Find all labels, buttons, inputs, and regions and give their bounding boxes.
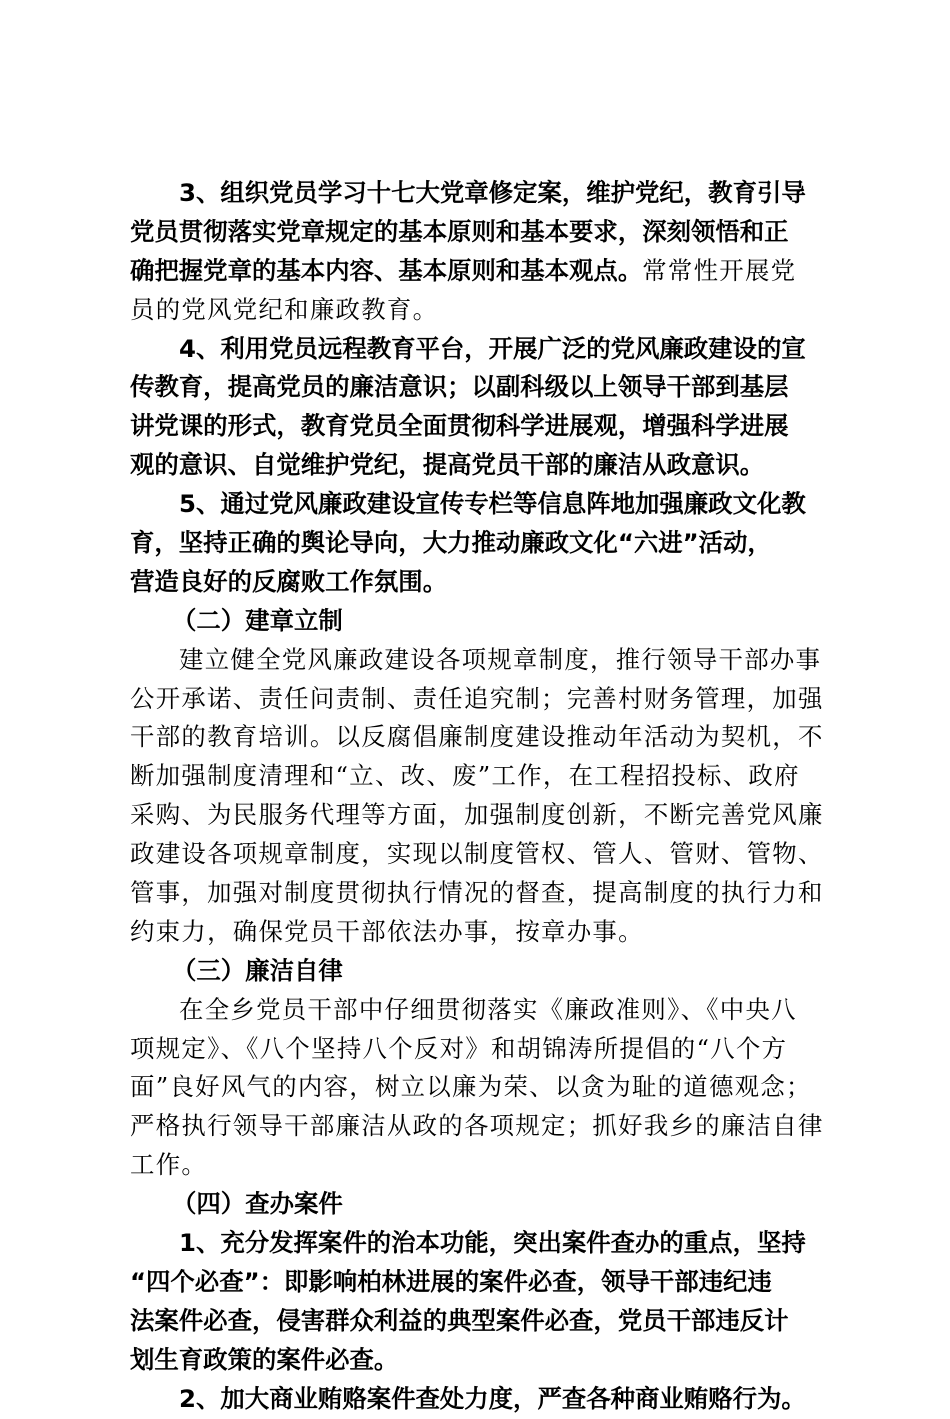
paragraph-line: 法案件必查，侵害群众利益的典型案件必查，党员干部违反计	[130, 1305, 789, 1335]
section-heading: （二）建章立制	[172, 605, 343, 635]
paragraph-line: 严格执行领导干部廉洁从政的各项规定；抓好我乡的廉洁自律	[130, 1111, 824, 1141]
section-heading: （三）廉洁自律	[172, 955, 343, 985]
paragraph-line: 5、通过党风廉政建设宣传专栏等信息阵地加强廉政文化教	[179, 489, 806, 519]
document-body	[130, 174, 830, 1419]
paragraph-line: 传教育，提高党员的廉洁意识；以副科级以上领导干部到基层	[130, 372, 789, 402]
paragraph-line	[130, 252, 830, 291]
paragraph-line: 员的党风党纪和廉政教育。	[130, 294, 439, 324]
paragraph-line: 党员贯彻落实党章规定的基本原则和基本要求，深刻领悟和正	[130, 216, 789, 246]
paragraph-line: 2、加大商业贿赂案件查处力度，严查各种商业贿赂行为。	[179, 1383, 806, 1413]
paragraph-segment: 确把握党章的基本内容、基本原则和基本观点。	[130, 255, 643, 285]
paragraph-line: 育，坚持正确的舆论导向，大力推动廉政文化“六进”活动，	[130, 528, 772, 558]
paragraph-line: 采购、为民服务代理等方面，加强制度创新，不断完善党风廉	[130, 800, 824, 830]
paragraph-line: 在全乡党员干部中仔细贯彻落实《廉政准则》、《中央八	[179, 994, 797, 1024]
paragraph-line: 建立健全党风廉政建设各项规章制度，推行领导干部办事	[179, 644, 822, 674]
section-heading: （四）查办案件	[172, 1189, 343, 1219]
paragraph-line: 工作。	[130, 1150, 208, 1180]
paragraph-line: 政建设各项规章制度，实现以制度管权、管人、管财、管物、	[130, 839, 824, 869]
paragraph-line: 公开承诺、责任问责制、责任追究制；完善村财务管理，加强	[130, 683, 824, 713]
paragraph-line: 约束力，确保党员干部依法办事，按章办事。	[130, 916, 644, 946]
paragraph-line: 1、充分发挥案件的治本功能，突出案件查办的重点，坚持	[179, 1228, 806, 1258]
paragraph-line: 干部的教育培训。以反腐倡廉制度建设推动年活动为契机，不	[130, 722, 824, 752]
paragraph-line: 划生育政策的案件必查。	[130, 1344, 399, 1374]
paragraph-line: “四个必查”：即影响柏林进展的案件必查，领导干部违纪违	[130, 1266, 772, 1296]
paragraph-line: 营造良好的反腐败工作氛围。	[130, 566, 448, 596]
paragraph-line: 观的意识、自觉维护党纪，提高党员干部的廉洁从政意识。	[130, 450, 765, 480]
paragraph-segment: 常常性开展党	[642, 255, 797, 285]
paragraph-line: 断加强制度清理和“立、改、废”工作，在工程招投标、政府	[130, 761, 800, 791]
paragraph-line: 面”良好风气的内容，树立以廉为荣、以贪为耻的道德观念；	[130, 1072, 812, 1102]
paragraph-line: 3、组织党员学习十七大党章修定案，维护党纪，教育引导	[179, 178, 806, 207]
paragraph-line: 项规定》、《八个坚持八个反对》和胡锦涛所提倡的“八个方	[130, 1033, 788, 1063]
paragraph-line: 讲党课的形式，教育党员全面贯彻科学进展观，增强科学进展	[130, 411, 789, 441]
paragraph-line: 管事，加强对制度贯彻执行情况的督查，提高制度的执行力和	[130, 878, 824, 908]
paragraph-line: 4、利用党员远程教育平台，开展广泛的党风廉政建设的宣	[179, 333, 806, 363]
